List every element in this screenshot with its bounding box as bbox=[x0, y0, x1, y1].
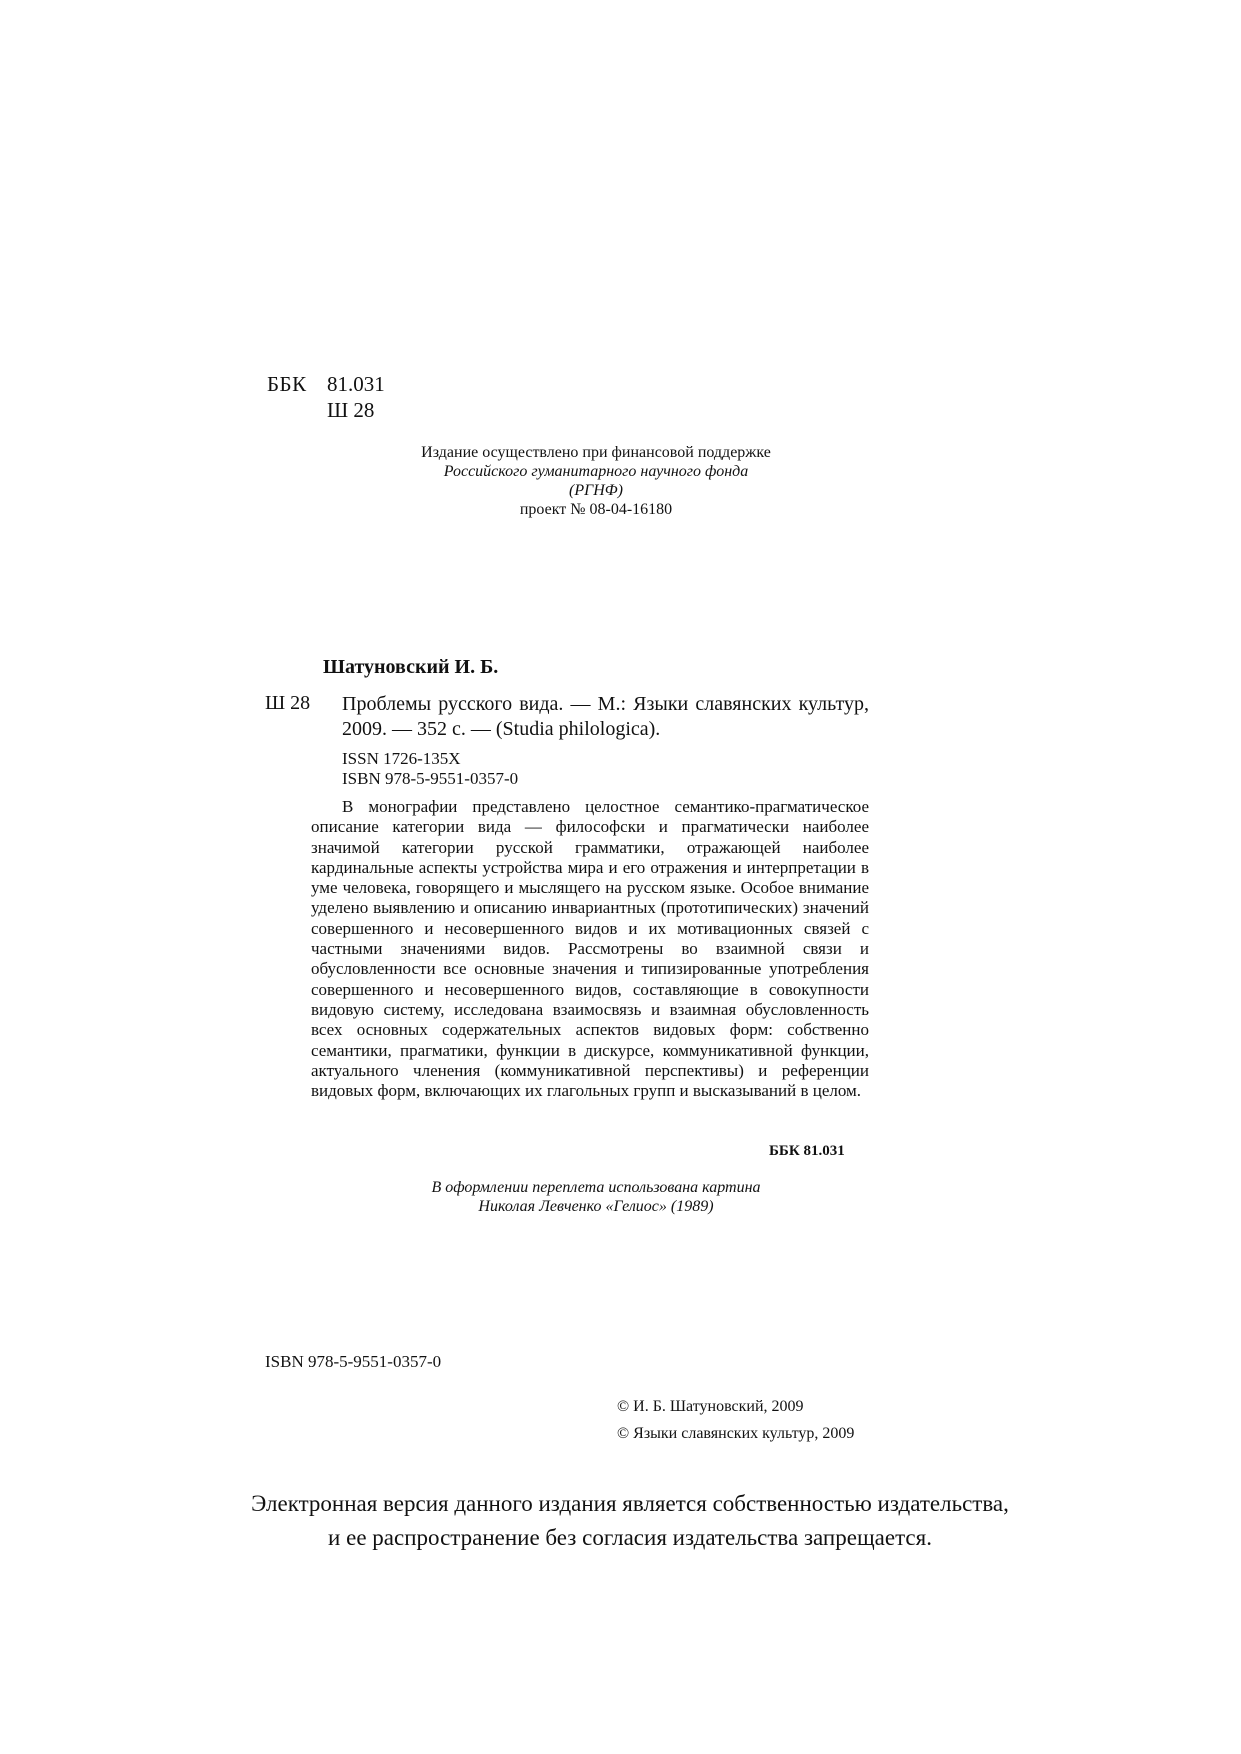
issn: ISSN 1726-135X bbox=[342, 749, 461, 768]
isbn: ISBN 978-5-9551-0357-0 bbox=[342, 769, 519, 788]
funding-line-3: (РГНФ) bbox=[569, 482, 623, 499]
copyright-author: © И. Б. Шатуновский, 2009 bbox=[617, 1398, 804, 1415]
notice-line-1: Электронная версия данного издания является собственностью издательства, bbox=[251, 1491, 1009, 1516]
funding-line-1: Издание осуществлено при финансовой поддержке bbox=[421, 444, 771, 461]
bbk-cutter-mark: Ш 28 bbox=[327, 398, 375, 422]
bbk-code: 81.031 bbox=[327, 372, 385, 396]
author-heading: Шатуновский И. Б. bbox=[323, 656, 499, 678]
copyright-publisher: © Языки славянских культур, 2009 bbox=[617, 1425, 855, 1442]
abstract-paragraph: В монографии представлено целостное семантико-прагматическое описание категории вида — философски и прагматически наиболее значимой категории русской грамматики, отражающей наиболее кардинальные аспекты устройства мира и его отражения и интерпретации в уме человека, говорящего и мыслящего на русском языке. Особое внимание уделено выявлению и описанию инвариантных (прототипических) значений совершенного и несовершенного видов и их мотивационных связей с частными значениями видов. Рассмотрены во взаимной связи и обусловленности все основные значения и типизированные употребления совершенного и несовершенного видов, составляющие в совокупности видовую систему, исследована взаимосвязь и взаимная обусловленность всех основных содержательных аспектов видовых форм: собственно семантики, прагматики, функции в дискурсе, коммуникативной функции, актуального членения (коммуникативной перспективы) и референции видовых форм, включающих их глагольных групп и высказываний в целом. bbox=[311, 797, 869, 1101]
cover-note-line-1: В оформлении переплета использована картина bbox=[431, 1179, 761, 1196]
bbk-footer-code: ББК 81.031 bbox=[769, 1143, 845, 1159]
bibliographic-description: Проблемы русского вида. — М.: Языки славянских культур, 2009. — 352 с. — (Studia philologica). bbox=[342, 693, 869, 740]
copyright-block bbox=[617, 1393, 854, 1447]
cover-note-line-2: Николая Левченко «Гелиос» (1989) bbox=[478, 1198, 714, 1215]
funding-note bbox=[380, 443, 812, 519]
record-cutter-mark: Ш 28 bbox=[265, 692, 311, 714]
funding-line-2: Российского гуманитарного научного фонда bbox=[443, 463, 749, 480]
cover-note bbox=[380, 1178, 812, 1216]
funding-line-4: проект № 08-04-16180 bbox=[519, 501, 673, 518]
identifiers bbox=[342, 749, 518, 789]
bbk-label: ББК bbox=[267, 372, 307, 396]
isbn-bottom: ISBN 978-5-9551-0357-0 bbox=[265, 1352, 442, 1371]
notice-line-2: и ее распространение без согласия издательства запрещается. bbox=[328, 1525, 932, 1550]
electronic-version-notice bbox=[200, 1487, 1060, 1555]
